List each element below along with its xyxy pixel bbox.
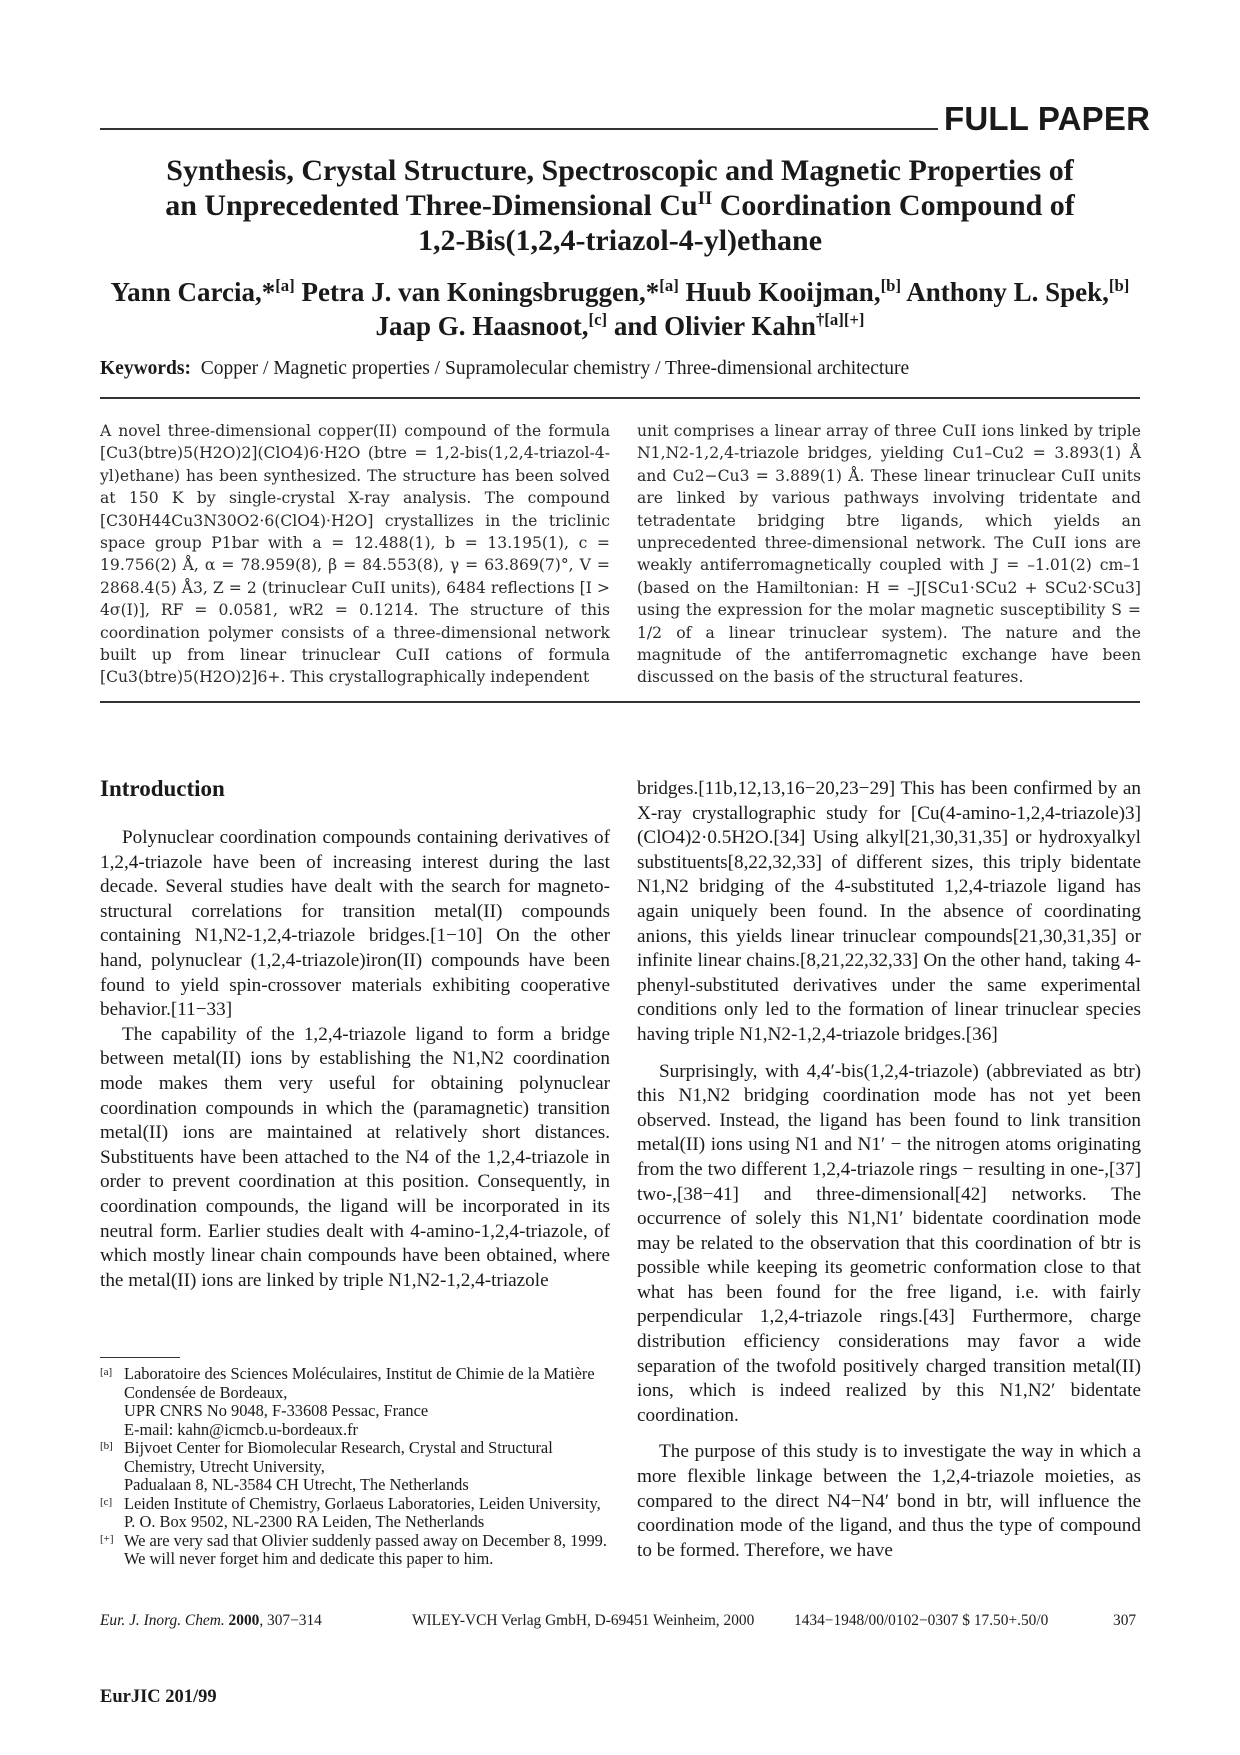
paper-title (130, 153, 1110, 258)
intro-paragraph: bridges.[11b,12,13,16−20,23−29] This has been confirmed by an X-ray crystallographic study for [Cu(4-amino-1,2,4-triazole)3](ClO4)2·0.5H2O.[34] Using alkyl[21,30,31,35] or hydroxyalkyl substituents[8,22,32,33] of different sizes, this triply bidentate N1,N2 bridging of the 4-substituted 1,2,4-triazole ligand has again uniquely been found. In the absence of coordinating anions, this yields linear trinuclear compounds[21,30,31,35] or infinite linear chains.[8,21,22,32,33] On the other hand, taking 4-phenyl-substituted derivatives under the same experimental conditions only led to the formation of linear trinuclear species having triple N1,N2-1,2,4-triazole bridges.[36] (637, 778, 1141, 1045)
issn: 1434−1948/00/0102−0307 $ 17.50+.50/0 (794, 1612, 1049, 1629)
abstract-left-column (100, 420, 610, 689)
footnote-plus: [+] We are very sad that Olivier suddenly passed away on December 8, 1999. We will never forget him and dedicate this paper to him. (100, 1530, 607, 1568)
footnote-c: [c] Leiden Institute of Chemistry, Gorlaeus Laboratories, Leiden University, P. O. Box 9502, NL-2300 RA Leiden, The Netherlands (100, 1493, 601, 1531)
affiliation-footnotes (100, 1365, 612, 1569)
publisher: WILEY-VCH Verlag GmbH, D-69451 Weinheim, 2000 (412, 1612, 755, 1629)
abstract-right-text: unit comprises a linear array of three CuII ions linked by triple N1,N2-1,2,4-triazole bridges, yielding Cu1–Cu2 = 3.893(1) Å and Cu2−Cu3 = 3.889(1) Å. These linear trinuclear CuII units are linked by various pathways involving tridentate and tetradentate bridging btre ligands, which yields an unprecedented three-dimensional network. The CuII ions are weakly antiferromagnetically coupled with J = –1.01(2) cm–1 (based on the Hamiltonian: H = –J[SCu1·SCu2 + SCu2·SCu3] using the expression for the molar magnetic susceptibility S = 1/2 of a linear trinuclear system). The nature and the magnitude of the antiferromagnetic exchange have been discussed on the basis of the structural features. (637, 422, 1141, 687)
intro-paragraph: Surprisingly, with 4,4′-bis(1,2,4-triazole) (abbreviated as btr) this N1,N2 bridging coordination mode has not yet been observed. Instead, the ligand has been found to link transition metal(II) ions using N1 and N1′ − the nitrogen atoms originating from the two different 1,2,4-triazole rings − resulting in one-,[37] two-,[38−41] and three-dimensional[42] networks. The occurrence of solely this N1,N1′ bidentate coordination mode may be related to the observation that this coordination of btr is possible while keeping its geometric conformation close to that what has been found for the free ligand, i.e. with fairly perpendicular 1,2,4-triazole rings.[43] Furthermore, charge distribution efficiency considerations may favor a wide separation of the twofold positively charged transition metal(II) ions, which is indeed realized by this N1,N2′ bidentate coordination. (637, 1060, 1141, 1426)
footnote-rule (100, 1357, 180, 1358)
abstract-right-column (637, 420, 1141, 689)
title-line-1: Synthesis, Crystal Structure, Spectroscopic and Magnetic Properties of (166, 154, 1074, 187)
journal-citation: Eur. J. Inorg. Chem. 2000, 307−314 (100, 1612, 322, 1629)
abstract-left-text: A novel three-dimensional copper(II) compound of the formula [Cu3(btre)5(H2O)2](ClO4)6·H2O (btre = 1,2-bis(1,2,4-triazol-4-yl)ethane) has been synthesized. The structure has been solved at 150 K by single-crystal X-ray analysis. The compound [C30H44Cu3N30O2·6(ClO4)·H2O] crystallizes in the triclinic space group P1bar with a = 12.488(1), b = 13.195(1), c = 19.756(2) Å, α = 78.959(8), β = 84.553(8), γ = 63.869(7)°, V = 2868.4(5) Å3, Z = 2 (trinuclear CuII units), 6484 reflections [I > 4σ(I)], RF = 0.0581, wR2 = 0.1214. The structure of this coordination polymer consists of a three-dimensional network built up from linear trinuclear CuII cations of formula [Cu3(btre)5(H2O)2]6+. This crystallographically independent (100, 422, 610, 687)
title-line-2: an Unprecedented Three-Dimensional $Cu^{II}$ Coordination Compound of (165, 188, 1075, 222)
keywords-text: Copper / Magnetic properties / Supramolecular chemistry / Three-dimensional architecture (200, 358, 910, 379)
section-heading-introduction: Introduction (100, 776, 225, 801)
footnote-b: [b] Bijvoet Center for Biomolecular Research, Crystal and Structural Chemistry, Utrecht University, Padualaan 8, NL-3584 CH Utrecht, The Netherlands (100, 1438, 553, 1494)
keywords-label: Keywords: (100, 358, 191, 379)
footnote-a: [a] Laboratoire des Sciences Moléculaires, Institut de Chimie de la Matière Condensée de Bordeaux, UPR CNRS No 9048, F-33608 Pessac, France E-mail: kahn@icmcb.u-bordeaux.fr (100, 1364, 595, 1439)
manuscript-code: EurJIC 201/99 (100, 1687, 217, 1707)
intro-paragraph: Polynuclear coordination compounds containing derivatives of 1,2,4-triazole have been of increasing interest during the last decade. Several studies have dealt with the search for magneto-structural correlations for transition metal(II) compounds containing N1,N2-1,2,4-triazole bridges.[1−10] On the other hand, polynuclear (1,2,4-triazole)iron(II) compounds have been found to yield spin-crossover materials exhibiting cooperative behavior.[11−33] (100, 827, 610, 1021)
abstract-top-rule (100, 397, 1140, 399)
keywords (100, 358, 909, 380)
body-right-column (637, 777, 1141, 1563)
author-line-1: Yann Carcia,*[a] Petra J. van Koningsbruggen,*[a] Huub Kooijman,[b] Anthony L. Spek,[b] (110, 276, 1130, 307)
page-number: 307 (1113, 1612, 1137, 1629)
author-line-2: Jaap G. Haasnoot,[c] and Olivier Kahn$^{\dagger[a][+]}$ (375, 310, 865, 341)
abstract-bottom-rule (100, 701, 1140, 703)
header-rule (100, 128, 938, 130)
author-list (110, 275, 1130, 343)
body-left-column (100, 826, 610, 1293)
intro-paragraph: The purpose of this study is to investigate the way in which a more flexible linkage between the 1,2,4-triazole moieties, as compared to the direct N4−N4′ bond in btr, will influence the coordination mode of the ligand, and thus the type of compound to be formed. Therefore, we have (637, 1441, 1141, 1561)
intro-paragraph: The capability of the 1,2,4-triazole ligand to form a bridge between metal(II) ions by establishing the N1,N2 coordination mode makes them very useful for obtaining polynuclear coordination compounds in which the (paramagnetic) transition metal(II) ions are maintained at relatively short distances. Substituents have been attached to the N4 of the 1,2,4-triazole in order to prevent coordination at this position. Consequently, in coordination compounds, the ligand will be incorporated in its neutral form. Earlier studies dealt with 4-amino-1,2,4-triazole, of which mostly linear chain compounds have been obtained, where the metal(II) ions are linked by triple N1,N2-1,2,4-triazole (100, 1023, 610, 1291)
section-label: FULL PAPER (944, 100, 1151, 137)
title-line-3: 1,2-Bis(1,2,4-triazol-4-yl)ethane (417, 224, 823, 257)
